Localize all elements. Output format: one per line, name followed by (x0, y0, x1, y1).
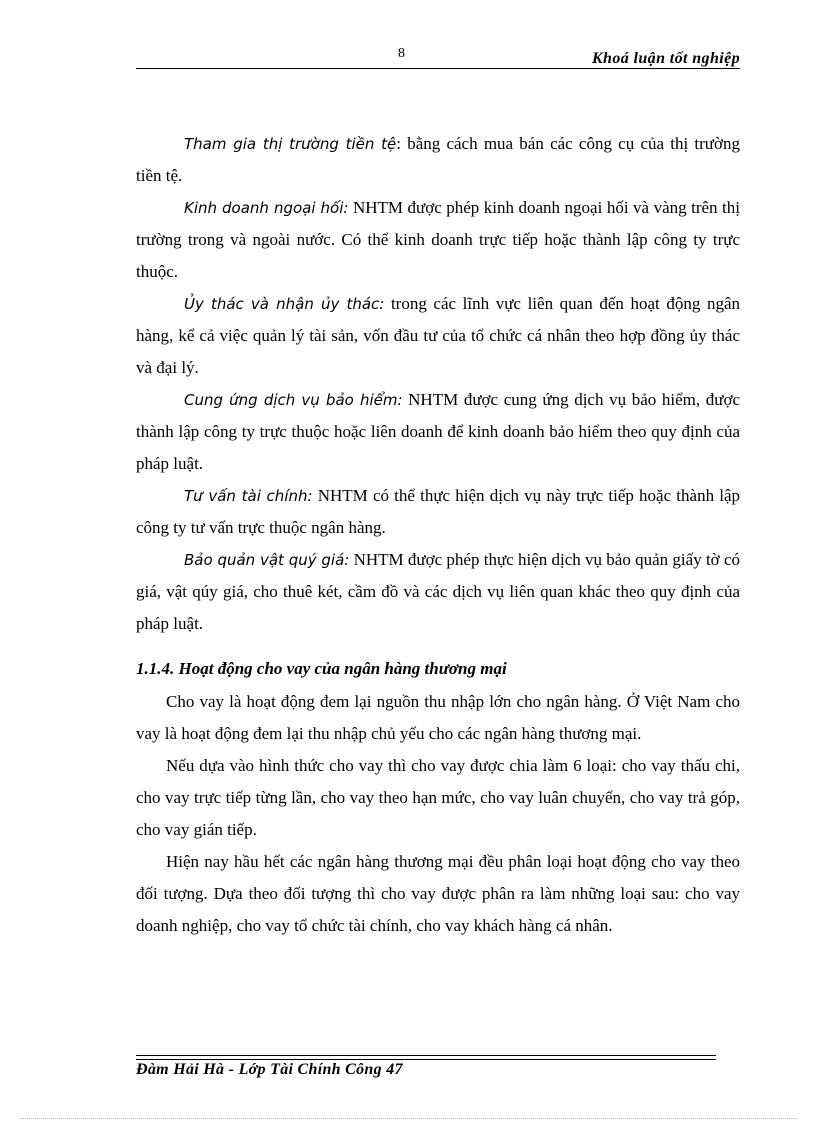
section-paragraph: Cho vay là hoạt động đem lại nguồn thu nhập lớn cho ngân hàng. Ở Việt Nam cho vay là hoạt động đem lại thu nhập chủ yếu cho các ngân hàng thương mại. (136, 692, 740, 743)
paragraph-text: NHTM được phép thực hiện dịch vụ bảo quản giấy tờ có giá, vật qúy giá, cho thuê két, cầm đồ và các dịch vụ liên quan khác theo quy định của pháp luật. (136, 550, 740, 633)
paragraph-money-market (136, 128, 740, 192)
paragraph-foreign-exchange (136, 192, 740, 288)
footer-rule-top (136, 1055, 716, 1056)
page-number: 8 (398, 46, 405, 61)
footer-rule-bottom (136, 1059, 716, 1060)
header-rule (136, 68, 740, 69)
paragraph-text: NHTM được cung ứng dịch vụ bảo hiểm, được thành lập công ty trực thuộc hoặc liên doanh để kinh doanh bảo hiểm theo quy định của pháp luật. (136, 390, 740, 473)
paragraph-lead: Tham gia thị trường tiền tệ (184, 135, 397, 153)
header-title: Khoá luận tốt nghiệp (591, 50, 740, 67)
document-body (136, 128, 740, 942)
section-paragraph: Hiện nay hầu hết các ngân hàng thương mại đều phân loại hoạt động cho vay theo đối tượng. Dựa theo đối tượng thì cho vay được phân ra làm những loại sau: cho vay doanh nghiệp, cho vay tổ chức tài chính, cho vay khách hàng cá nhân. (136, 852, 740, 935)
paragraph-lead: Cung ứng dịch vụ bảo hiểm: (184, 391, 403, 409)
paragraph-trust-services (136, 288, 740, 384)
paragraph-lead: Bảo quản vật quý giá: (184, 551, 350, 569)
paragraph-lead-separator: : (396, 134, 401, 153)
paragraph-text: NHTM được phép kinh doanh ngoại hối và vàng trên thị trường trong và ngoài nước. Có thể kinh doanh trực tiếp hoặc thành lập công ty trực thuộc. (136, 198, 741, 281)
paragraph-safekeeping (136, 544, 740, 640)
paragraph-text: bằng cách mua bán các công cụ của thị trường tiền tệ. (136, 134, 740, 185)
paragraph-financial-advisory (136, 480, 740, 544)
section-heading: 1.1.4. Hoạt động cho vay của ngân hàng thương mại (136, 659, 507, 678)
footer-author: Đàm Hải Hà - Lớp Tài Chính Công 47 (136, 1061, 403, 1078)
paragraph-lead: Kinh doanh ngoại hối: (184, 199, 349, 217)
page-header (136, 44, 740, 70)
paragraph-text: trong các lĩnh vực liên quan đến hoạt động ngân hàng, kể cả việc quản lý tài sản, vốn đầu tư của tổ chức cá nhân theo hợp đồng ủy thác và đại lý. (136, 294, 740, 377)
section-paragraph: Nếu dựa vào hình thức cho vay thì cho vay được chia làm 6 loại: cho vay thấu chi, cho vay trực tiếp từng lần, cho vay theo hạn mức, cho vay luân chuyển, cho vay trả góp, cho vay gián tiếp. (136, 756, 740, 839)
paragraph-text: NHTM có thể thực hiện dịch vụ này trực tiếp hoặc thành lập công ty tư vấn trực thuộc ngân hàng. (136, 486, 741, 537)
paragraph-insurance (136, 384, 740, 480)
paragraph-lead: Tư vấn tài chính: (184, 487, 313, 505)
page-bottom-border (20, 1118, 796, 1119)
paragraph-lead: Ủy thác và nhận ủy thác: (184, 295, 385, 313)
